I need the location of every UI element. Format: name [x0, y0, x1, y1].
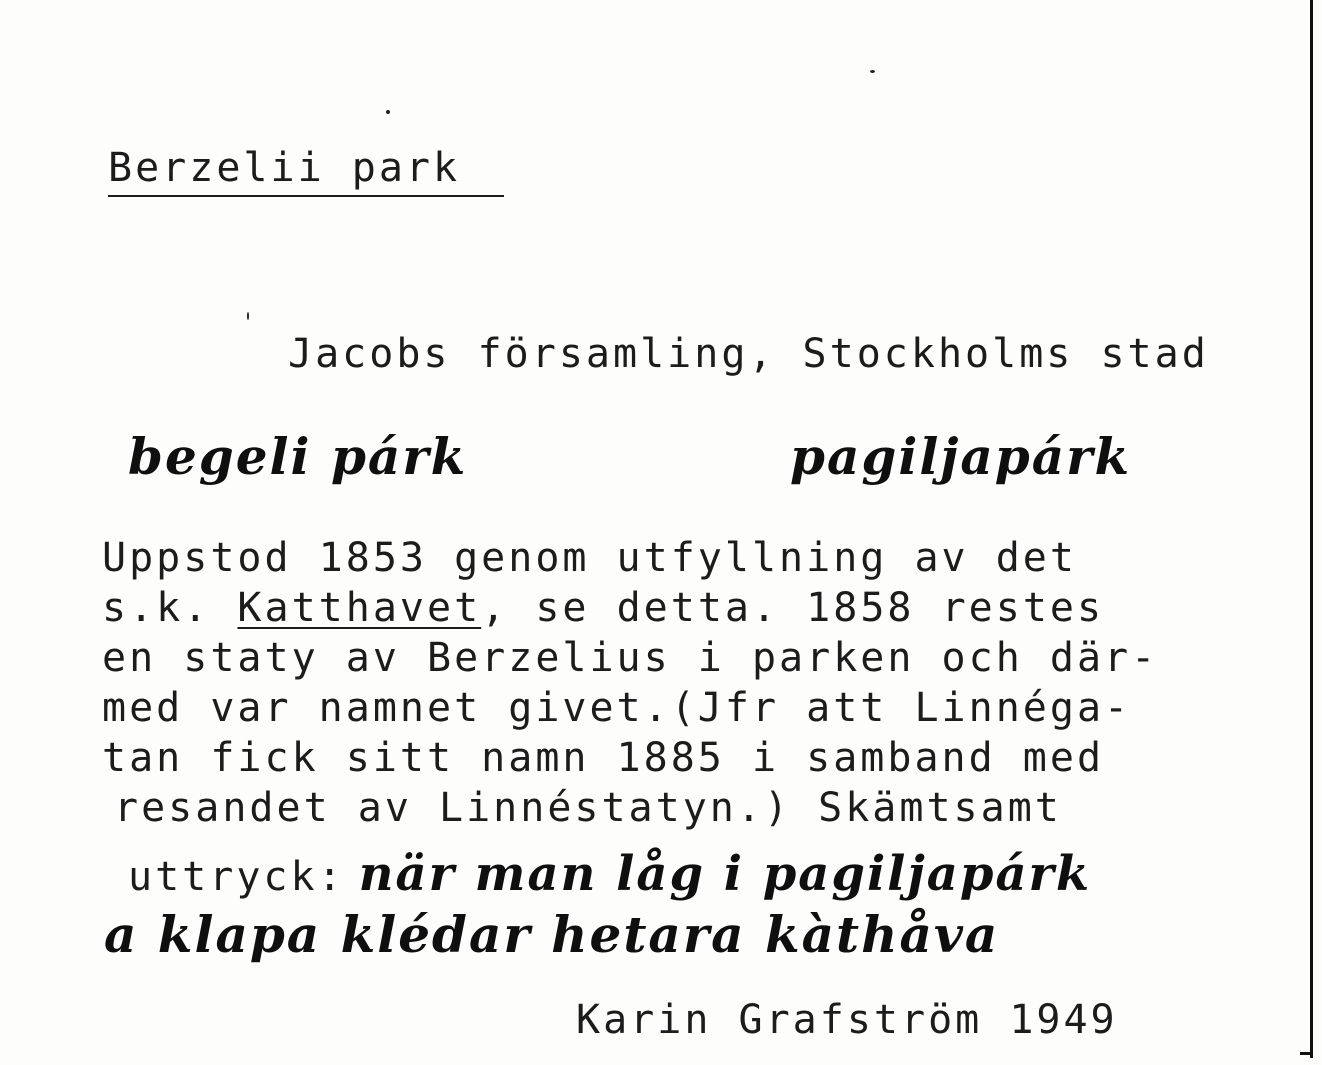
expression-handwritten: när man låg i pagiljapárk [358, 846, 1092, 902]
body-text-segment: Uppstod 1853 genom utfyllning av det [102, 535, 1077, 581]
paper-speck [870, 70, 875, 73]
card-edge [1310, 0, 1313, 1058]
paper-speck [386, 110, 390, 114]
body-text-segment: s.k. [102, 585, 238, 631]
body-text [102, 533, 1158, 833]
cross-reference: Katthavet [237, 585, 482, 631]
body-line [102, 633, 1158, 683]
body-text-segment: resandet av Linnéstatyn.) Skämtsamt [114, 785, 1062, 831]
paper-speck [247, 312, 249, 320]
signature-line: Karin Grafström 1949 [576, 997, 1118, 1043]
body-line [102, 783, 1158, 833]
body-text-segment: med var namnet givet.(Jfr att Linnéga- [102, 685, 1132, 731]
expression-handwritten-continuation: a klapa klédar hetara kàthåva [104, 905, 1000, 964]
dialect-form-1: begeli párk [128, 427, 468, 486]
body-line [102, 733, 1158, 783]
title-underline [108, 195, 504, 197]
expression-label: uttryck: [128, 854, 345, 900]
card-title: Berzelii park [108, 145, 461, 191]
body-line [102, 583, 1158, 633]
dialect-form-2: pagiljapárk [790, 427, 1132, 486]
card-corner-mark [1300, 1052, 1313, 1055]
body-line [102, 533, 1158, 583]
body-text-segment: en staty av Berzelius i parken och där- [102, 635, 1159, 681]
parish-line: Jacobs församling, Stockholms stad [288, 331, 1209, 377]
body-text-segment: tan fick sitt namn 1885 i samband med [102, 735, 1105, 781]
body-text-segment: , se detta. 1858 restes [481, 585, 1105, 631]
body-line [102, 683, 1158, 733]
